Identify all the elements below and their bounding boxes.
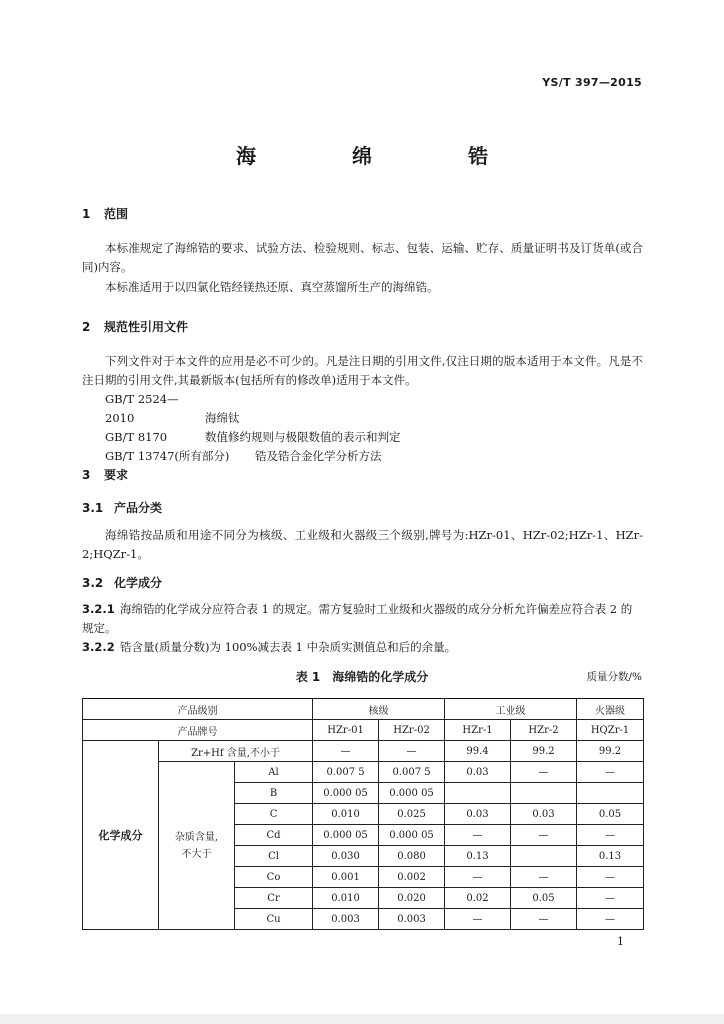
element-cell: Cd xyxy=(235,825,313,846)
normative-reference-list xyxy=(105,390,401,466)
impurity-label-line-1: 杂质含量, xyxy=(174,831,219,843)
table-cell: — xyxy=(511,909,577,930)
chemical-composition-table xyxy=(82,698,644,930)
clause-3-2-2 xyxy=(82,638,643,657)
table-cell: 0.025 xyxy=(379,804,445,825)
table-cell: — xyxy=(511,825,577,846)
standard-number: YS/T 397—2015 xyxy=(542,76,642,89)
table-cell: 99.4 xyxy=(445,741,511,762)
section-number: 3.2 xyxy=(82,576,104,590)
section-2-paragraph-1: 下列文件对于本文件的应用是必不可少的。凡是注日期的引用文件,仅注日期的版本适用于本文件。凡是不注日期的引用文件,其最新版本(包括所有的修改单)适用于本文件。 xyxy=(82,354,643,387)
section-title: 规范性引用文件 xyxy=(104,320,189,334)
reference-code: GB/T 8170 xyxy=(105,430,168,444)
section-number: 3 xyxy=(82,468,91,482)
section-1-paragraph-2: 本标准适用于以四氯化锆经镁热还原、真空蒸馏所生产的海绵锆。 xyxy=(105,280,439,294)
table-cell: 0.030 xyxy=(313,846,379,867)
table-cell: — xyxy=(313,741,379,762)
grade-industrial: 工业级 xyxy=(445,699,577,720)
clause-text: 锆含量(质量分数)为 100%减去表 1 中杂质实测值总和后的余量。 xyxy=(120,640,457,654)
document-title: 海 绵 锆 xyxy=(236,144,526,168)
table-cell xyxy=(577,783,644,804)
grade-label: 产品级别 xyxy=(83,699,313,720)
section-title: 范围 xyxy=(104,207,129,221)
table-cell: 0.03 xyxy=(445,762,511,783)
section-3-heading xyxy=(82,466,128,483)
bottom-bar xyxy=(0,1014,724,1024)
table-cell: 0.003 xyxy=(313,909,379,930)
table-cell: — xyxy=(577,888,644,909)
table-cell: — xyxy=(445,909,511,930)
clause-number: 3.2.2 xyxy=(82,640,115,654)
table-row xyxy=(83,699,644,720)
element-cell: Cr xyxy=(235,888,313,909)
element-cell: Cu xyxy=(235,909,313,930)
reference-code: GB/T 2524—2010 xyxy=(105,392,179,425)
table-cell: — xyxy=(511,867,577,888)
reference-title: 锆及锆合金化学分析方法 xyxy=(255,449,382,463)
brand-label: 产品牌号 xyxy=(83,720,313,741)
table-cell: 0.002 xyxy=(379,867,445,888)
table-cell: 0.000 05 xyxy=(379,783,445,804)
table-cell: 0.000 05 xyxy=(379,825,445,846)
section-2-heading xyxy=(82,318,188,335)
reference-code: GB/T 13747(所有部分) xyxy=(105,449,230,463)
table-cell: 0.007 5 xyxy=(313,762,379,783)
section-3-2-heading xyxy=(82,574,162,591)
clause-3-2-1 xyxy=(82,600,643,638)
section-number: 3.1 xyxy=(82,501,104,515)
clause-text: 海绵锆的化学成分应符合表 1 的规定。需方复验时工业级和火器级的成分分析允许偏差应符合表 2 的规定。 xyxy=(82,602,633,635)
brand-cell: HZr-2 xyxy=(511,720,577,741)
table-cell: — xyxy=(445,825,511,846)
table-cell: 0.03 xyxy=(445,804,511,825)
section-title: 化学成分 xyxy=(114,576,163,590)
section-title: 要求 xyxy=(104,468,129,482)
table-row xyxy=(83,741,644,762)
zrhf-label: Zr+Hf 含量,不小于 xyxy=(159,741,313,762)
table-cell: — xyxy=(379,741,445,762)
section-number: 2 xyxy=(82,320,91,334)
table-cell: 0.010 xyxy=(313,888,379,909)
brand-cell: HZr-02 xyxy=(379,720,445,741)
table-cell: 0.000 05 xyxy=(313,825,379,846)
table-cell xyxy=(511,846,577,867)
table-cell: 0.010 xyxy=(313,804,379,825)
impurity-label xyxy=(159,762,235,930)
reference-item xyxy=(105,390,401,428)
table-row xyxy=(83,720,644,741)
table-cell: — xyxy=(577,762,644,783)
table-cell: 0.13 xyxy=(577,846,644,867)
table-cell: — xyxy=(577,867,644,888)
page-number: 1 xyxy=(617,935,624,948)
reference-title: 数值修约规则与极限数值的表示和判定 xyxy=(205,430,401,444)
brand-cell: HZr-1 xyxy=(445,720,511,741)
section-3-1-paragraph: 海绵锆按品质和用途不同分为核级、工业级和火器级三个级别,牌号为:HZr-01、HZr-02;HZr-1、HZr-2;HQZr-1。 xyxy=(82,528,643,561)
clause-number: 3.2.1 xyxy=(82,602,115,616)
table-row xyxy=(83,762,644,783)
section-3-1-heading xyxy=(82,499,162,516)
table-cell: 0.02 xyxy=(445,888,511,909)
reference-item xyxy=(105,447,401,466)
element-cell: Cl xyxy=(235,846,313,867)
table-caption: 表 1 海绵锆的化学成分 xyxy=(295,670,429,684)
table-cell: 0.003 xyxy=(379,909,445,930)
reference-item xyxy=(105,428,401,447)
element-cell: Co xyxy=(235,867,313,888)
table-cell: 99.2 xyxy=(577,741,644,762)
brand-cell: HZr-01 xyxy=(313,720,379,741)
table-cell: — xyxy=(577,909,644,930)
reference-title: 海绵钛 xyxy=(205,411,240,425)
table-cell: — xyxy=(445,867,511,888)
section-title: 产品分类 xyxy=(114,501,163,515)
section-number: 1 xyxy=(82,207,91,221)
table-cell: 0.007 5 xyxy=(379,762,445,783)
section-1-heading xyxy=(82,205,128,222)
table-cell: — xyxy=(577,825,644,846)
table-cell: 0.05 xyxy=(511,888,577,909)
table-cell: — xyxy=(511,762,577,783)
table-unit: 质量分数/% xyxy=(586,671,642,683)
table-cell: 0.000 05 xyxy=(313,783,379,804)
grade-fire: 火器级 xyxy=(577,699,644,720)
table-cell xyxy=(445,783,511,804)
table-cell: 0.03 xyxy=(511,804,577,825)
table-cell: 0.001 xyxy=(313,867,379,888)
table-cell: 0.080 xyxy=(379,846,445,867)
element-cell: C xyxy=(235,804,313,825)
grade-nuclear: 核级 xyxy=(313,699,445,720)
table-cell: 0.020 xyxy=(379,888,445,909)
table-cell: 0.05 xyxy=(577,804,644,825)
table-cell xyxy=(511,783,577,804)
section-1-paragraph-1: 本标准规定了海绵锆的要求、试验方法、检验规则、标志、包装、运输、贮存、质量证明书及订货单(或合同)内容。 xyxy=(82,241,643,274)
chem-composition-label: 化学成分 xyxy=(83,741,159,930)
impurity-label-line-2: 不大于 xyxy=(181,848,212,860)
element-cell: Al xyxy=(235,762,313,783)
table-cell: 0.13 xyxy=(445,846,511,867)
brand-cell: HQZr-1 xyxy=(577,720,644,741)
table-cell: 99.2 xyxy=(511,741,577,762)
element-cell: B xyxy=(235,783,313,804)
